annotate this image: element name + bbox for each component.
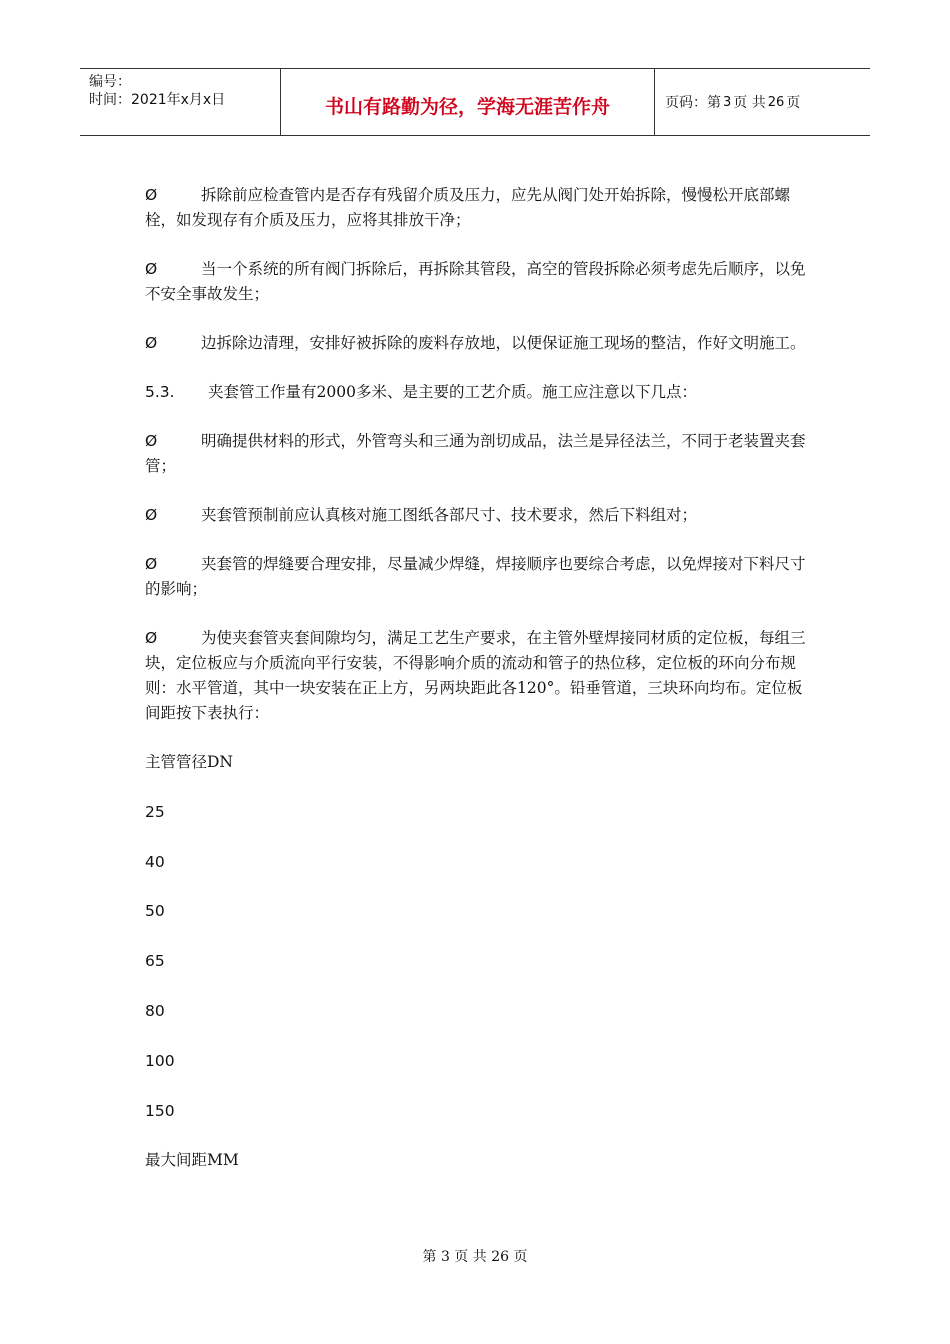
paragraph-bullet-1: Ø 拆除前应检查管内是否存有残留介质及压力，应先从阀门处开始拆除，慢慢松开底部螺栓，如发现存有介质及压力，应将其排放干净； xyxy=(145,183,815,233)
bullet-symbol: Ø xyxy=(145,334,158,352)
paragraph-bullet-5: Ø 夹套管预制前应认真核对施工图纸各部尺寸、技术要求，然后下料组对； xyxy=(145,503,815,528)
bullet-symbol: Ø xyxy=(145,629,158,647)
page-footer: 第 3 页 共 26 页 xyxy=(422,1249,528,1265)
table-cell-dn: 100 xyxy=(145,1051,175,1070)
table-header-max-spacing: 最大间距MM xyxy=(145,1151,239,1170)
paragraph-bullet-3: Ø 边拆除边清理，安排好被拆除的废料存放地，以便保证施工现场的整洁，作好文明施工。 xyxy=(145,331,815,356)
section-heading-5-3: 5.3. 夹套管工作量有2000多米、是主要的工艺介质。施工应注意以下几点： xyxy=(145,380,815,405)
table-cell-dn: 50 xyxy=(145,902,165,921)
table-cell-dn: 65 xyxy=(145,952,165,971)
bullet-symbol: Ø xyxy=(145,555,158,573)
table-header-dn: 主管管径DN xyxy=(145,753,233,771)
header-motto: 书山有路勤为径，学海无涯苦作舟 xyxy=(281,69,655,135)
paragraph-bullet-2: Ø 当一个系统的所有阀门拆除后，再拆除其管段，高空的管段拆除必须考虑先后顺序，以免不安全事故发生； xyxy=(145,257,815,307)
document-date: 时间：2021年x月x日 xyxy=(89,92,226,108)
section-number: 5.3. xyxy=(145,383,175,401)
header-page-current: 3 xyxy=(723,94,732,110)
header-page-indicator: 页码：第 3 页 共 26 页 xyxy=(665,94,801,111)
bullet-symbol: Ø xyxy=(145,260,158,278)
header-info xyxy=(80,69,281,135)
table-cell-dn: 40 xyxy=(145,852,165,871)
header-page-total: 26 xyxy=(767,94,785,110)
bullet-symbol: Ø xyxy=(145,506,158,524)
paragraph-bullet-7: Ø 为使夹套管夹套间隙均匀，满足工艺生产要求，在主管外壁焊接同材质的定位板，每组三块，定位板应与介质流向平行安装，不得影响介质的流动和管子的热位移，定位板的环向分布规则：水平管道，其中一块安装在正上方，另两块距此各120°。铅垂管道，三块环向均布。定位板间距按下表执行： xyxy=(145,626,815,726)
page-header xyxy=(80,68,870,136)
table-cell-dn: 25 xyxy=(145,802,165,821)
document-body xyxy=(145,183,815,1198)
bullet-symbol: Ø xyxy=(145,432,158,450)
table-cell-dn: 80 xyxy=(145,1001,165,1020)
paragraph-bullet-6: Ø 夹套管的焊缝要合理安排，尽量减少焊缝，焊接顺序也要综合考虑，以免焊接对下料尺寸的影响； xyxy=(145,552,815,602)
table-cell-dn: 150 xyxy=(145,1101,175,1120)
spacing-table xyxy=(145,750,815,1173)
paragraph-bullet-4: Ø 明确提供材料的形式，外管弯头和三通为剖切成品，法兰是异径法兰，不同于老装置夹套管； xyxy=(145,429,815,479)
bullet-symbol: Ø xyxy=(145,186,158,204)
document-number-label: 编号： xyxy=(89,74,131,90)
